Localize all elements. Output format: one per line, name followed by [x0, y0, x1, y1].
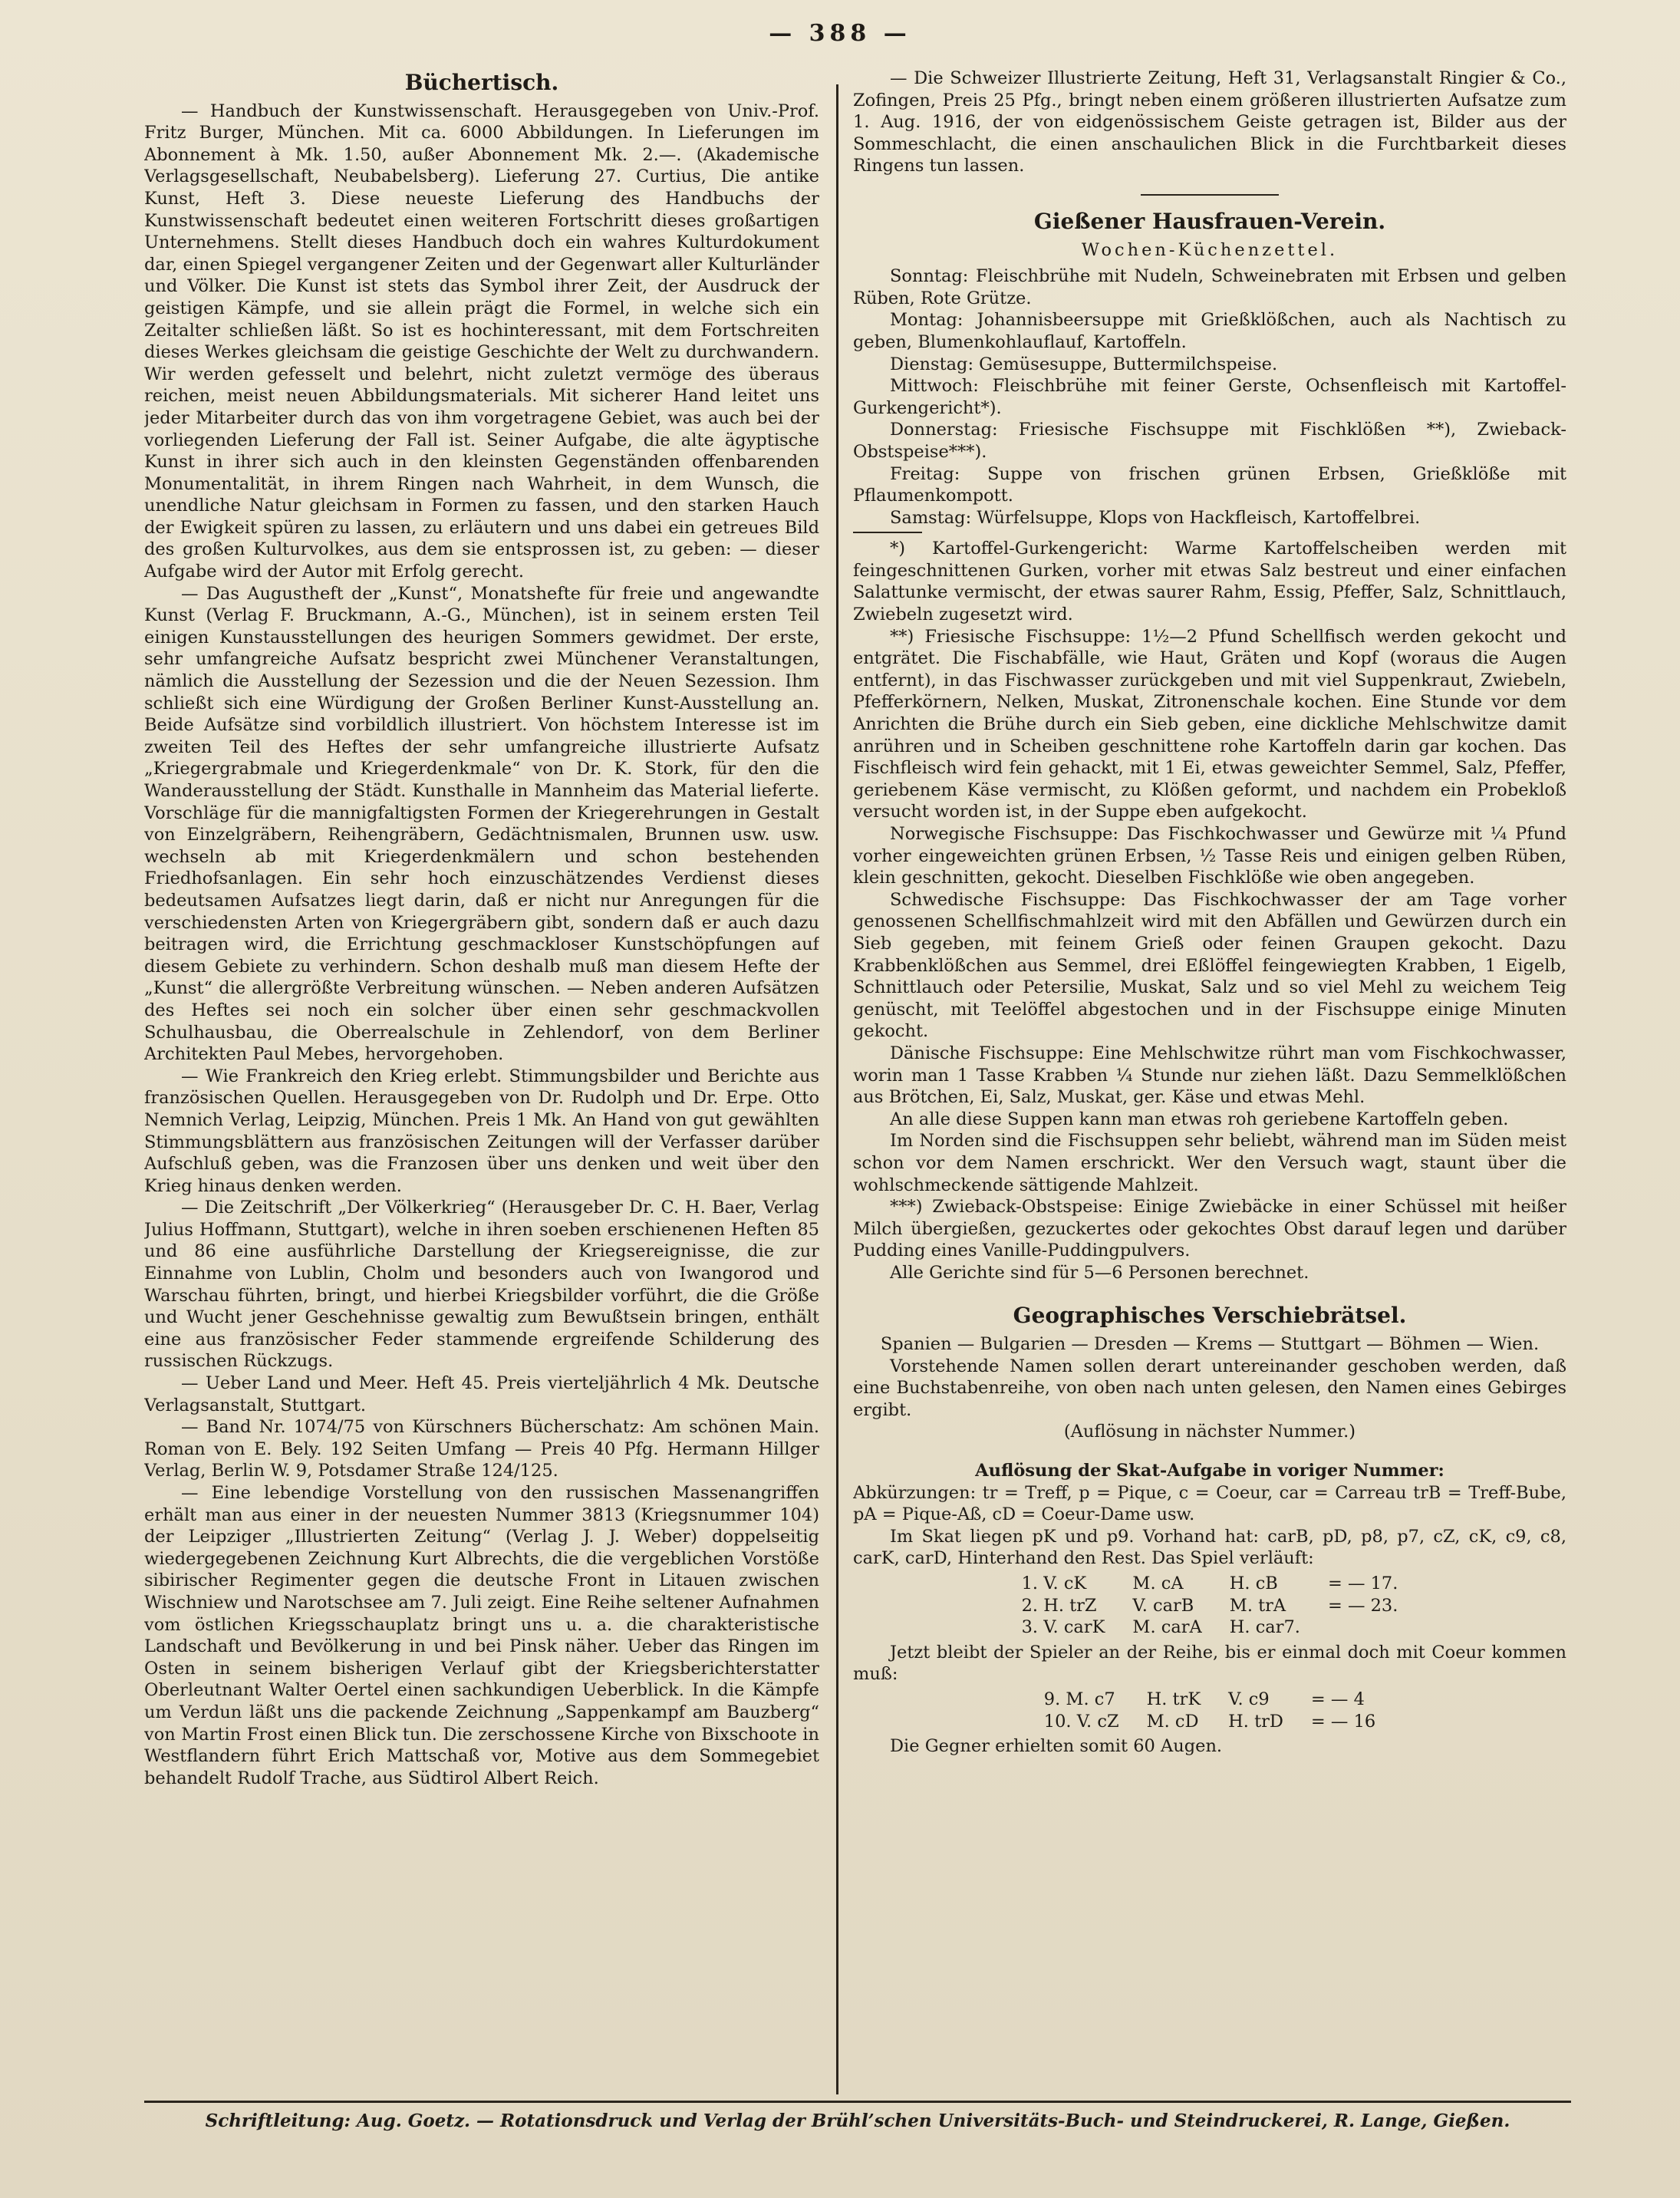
geo-names: Spanien — Bulgarien — Dresden — Krems — Stuttgart — Böhmen — Wien.	[880, 1334, 1540, 1355]
buechertisch-heading: Büchertisch.	[404, 70, 559, 95]
note-kartoffel-gurken: *) Kartoffel-Gurkengericht: Warme Kartoffelscheiben werden mit feingeschnittenen Gurken, vorher mit etwas Salz bestreut und einer einfachen Salattunke vermischt, der etwas saurer Rahm, Essig, Pfeffer, Salz, Schnittlauch, Zwiebeln zugesetzt wird.	[853, 539, 1566, 625]
review-kuerschner: — Band Nr. 1074/75 von Kürschners Bücherschatz: Am schönen Main. Roman von E. Bely. 192 Seiten Umfang — Preis 40 Pfg. Hermann Hillger Verlag, Berlin W. 9, Potsdamer Straße 124/125.	[144, 1417, 819, 1481]
review-schweizer-illustrierte: — Die Schweizer Illustrierte Zeitung, Heft 31, Verlagsanstalt Ringier & Co., Zofingen, Preis 25 Pfg., bringt neben einem größeren illustrierten Aufsatze zum 1. Aug. 1916, der von eidgenössischem Geiste getragen ist, Bilder aus der Sommeschlacht, die einen anschaulichen Blick in die Furchtbarkeit dieses Ringens tun lassen.	[853, 68, 1566, 176]
skat-end: Die Gegner erhielten somit 60 Augen.	[890, 1736, 1223, 1757]
note-personen: Alle Gerichte sind für 5—6 Personen berechnet.	[890, 1262, 1309, 1283]
menu-montag: Montag: Johannisbeersuppe mit Grießklößchen, auch als Nachtisch zu geben, Blumenkohlauflauf, Kartoffeln.	[853, 310, 1566, 352]
notes-rule	[853, 532, 922, 533]
table-row: 1. V. cK M. cA H. cB = — 17.	[1021, 1574, 1398, 1593]
kuechenzettel-subheading: Wochen-Küchenzettel.	[1081, 239, 1339, 260]
review-frankreich: — Wie Frankreich den Krieg erlebt. Stimmungsbilder und Berichte aus französischen Quellen. Herausgegeben von Dr. Rudolph und Dr. Erpe. Otto Nemnich Verlag, Leipzig, München. Preis 1 Mk. An Hand von gut gewählten Stimmungsblättern aus französischen Zeitungen will der Verfasser darüber Aufschluß geben, was die Franzosen über uns denken und weit über den Krieg hinaus denken werden.	[144, 1066, 819, 1196]
note-norwegische-fischsuppe: Norwegische Fischsuppe: Das Fischkochwasser und Gewürze mit ¼ Pfund vorher eingeweichten grünen Erbsen, ½ Tasse Reis und einigen gelben Rüben, klein geschnitten, gekocht. Dieselben Fischklöße wie oben angegeben.	[853, 824, 1566, 888]
menu-mittwoch: Mittwoch: Fleischbrühe mit feiner Gerste, Ochsenfleisch mit Kartoffel-Gurkengericht*).	[853, 376, 1566, 418]
skat-heading: Auflösung der Skat-Aufgabe in voriger Nummer:	[975, 1461, 1444, 1481]
right-column	[853, 68, 1566, 2106]
table-row: 3. V. carK M. carA H. car7.	[1021, 1617, 1300, 1638]
geo-text: Vorstehende Namen sollen derart untereinander geschoben werden, daß eine Buchstabenreihe, von oben nach unten gelesen, den Namen eines Gebirges ergibt.	[853, 1356, 1566, 1420]
review-illustrierte-zeitung: — Eine lebendige Vorstellung von den russischen Massenangriffen erhält man aus einer in der neuesten Nummer 3813 (Kriegsnummer 104) der Leipziger „Illustrierten Zeitung“ (Verlag J. J. Weber) doppelseitig wiedergegebenen Zeichnung Kurt Albrechts, die die vergeblichen Vorstöße sibirischer Regimenter gegen die deutsche Front in Litauen zwischen Wischniew und Narotschsee am 7. Juli zeigt. Eine Reihe seltener Aufnahmen vom östlichen Kriegsschauplatz bringt uns u. a. die charakteristische Landschaft und Bevölkerung in und bei Pinsk näher. Ueber das Ringen im Osten in seinem bisherigen Verlauf gibt der Kriegsberichterstatter Oberleutnant Walter Oertel einen sachkundigen Ueberblick. In die Kämpfe um Verdun läßt uns die packende Zeichnung „Sappenkampf am Bauzberg“ von Martin Frost einen Blick tun. Die zerschossene Kirche von Bixschoote in Westflandern führt Erich Mattschaß vor, Motive aus dem Sommegebiet behandelt Rudolf Trache, aus Südtirol Albert Reich.	[144, 1483, 819, 1788]
menu-donnerstag: Donnerstag: Friesische Fischsuppe mit Fischklößen **), Zwieback-Obstspeise***).	[853, 420, 1566, 462]
note-zwieback-obstspeise: ***) Zwieback-Obstspeise: Einige Zwiebäcke in einer Schüssel mit heißer Milch übergießen, gezuckertes oder gekochtes Obst darauf legen und darüber Pudding eines Vanille-Puddingpulvers.	[853, 1197, 1566, 1261]
table-row: 2. H. trZ V. carB M. trA = — 23.	[1021, 1595, 1398, 1616]
table-row: 9. M. c7 H. trK V. c9 = — 4	[1043, 1689, 1365, 1709]
menu-sonntag: Sonntag: Fleischbrühe mit Nudeln, Schweinebraten mit Erbsen und gelben Rüben, Rote Grütze.	[853, 266, 1566, 308]
table-row: 10. V. cZ M. cD H. trD = — 16	[1043, 1711, 1376, 1732]
note-friesische-fischsuppe: **) Friesische Fischsuppe: 1½—2 Pfund Schellfisch werden gekocht und entgrätet. Die Fischabfälle, wie Haut, Gräten und Kopf (woraus die Augen entfernt), in das Fischwasser zurückgeben und mit viel Suppenkraut, Zwiebeln, Pfefferkörnern, Nelken, Muskat, Zitronenschale kochen. Eine Stunde vor dem Anrichten die Brühe durch ein Sieb geben, eine dickliche Mehlschwitze damit anrühren und in Scheiben geschnittene rohe Kartoffeln darin gar kochen. Das Fischfleisch wird fein gehackt, mit 1 Ei, etwas geweichter Semmel, Salz, Pfeffer, geriebenem Käse vermischt, zu Klößen geformt, und nachdem ein Probekloß versucht worden ist, in der Suppe eben aufgekocht.	[853, 626, 1566, 822]
left-column	[144, 68, 819, 2106]
skat-moves-1	[1008, 1573, 1412, 1639]
hausfrauen-heading: Gießener Hausfrauen-Verein.	[1033, 208, 1386, 234]
skat-text: Im Skat liegen pK und p9. Vorhand hat: carB, pD, p8, p7, cZ, cK, c9, c8, carK, carD, Hinterhand den Rest. Das Spiel verläuft:	[853, 1526, 1566, 1569]
page-number: — 388 —	[769, 20, 911, 47]
geo-note: (Auflösung in nächster Nummer.)	[1063, 1422, 1356, 1442]
note-daenische-fischsuppe: Dänische Fischsuppe: Eine Mehlschwitze rührt man vom Fischkochwasser, worin man 1 Tasse Krabben ¼ Stunde nur ziehen läßt. Dazu Semmelklößchen aus Brötchen, Ei, Salz, Muskat, ger. Käse und etwas Mehl.	[853, 1043, 1566, 1108]
review-land-und-meer: — Ueber Land und Meer. Heft 45. Preis vierteljährlich 4 Mk. Deutsche Verlagsanstalt, Stuttgart.	[144, 1373, 819, 1415]
menu-freitag: Freitag: Suppe von frischen grünen Erbsen, Grießklöße mit Pflaumenkompott.	[853, 463, 1566, 506]
imprint-footer: Schriftleitung: Aug. Goetz. — Rotationsdruck und Verlag der Brühl’schen Universitäts-Buch- und Steindruckerei, R. Lange, Gießen.	[144, 2101, 1571, 2131]
review-voelkerkrieg: — Die Zeitschrift „Der Völkerkrieg“ (Herausgeber Dr. C. H. Baer, Verlag Julius Hoffmann, Stuttgart), welche in ihren soeben erschienenen Heften 85 und 86 eine ausführliche Darstellung der Kriegsereignisse, die zur Einnahme von Lublin, Cholm und besonders auch von Iwangorod und Warschau führten, bringt, und hierbei Kriegsbilder vorführt, die die Größe und Wucht jener Geschehnisse gewaltig zum Bewußtsein bringen, enthält eine aus französischer Feder stammende ergreifende Schilderung des russischen Rückzugs.	[144, 1198, 819, 1372]
geo-heading: Geographisches Verschiebrätsel.	[1013, 1303, 1407, 1329]
note-schwedische-fischsuppe: Schwedische Fischsuppe: Das Fischkochwasser der am Tage vorher genossenen Schellfischmahlzeit wird mit den Abfällen und Gewürzen durch ein Sieb gegeben, mit feinem Grieß oder feinen Graupen gekocht. Dazu Krabbenklößchen aus Semmel, drei Eßlöffel feingewiegten Krabben, 1 Eigelb, Schnittlauch oder Petersilie, Muskat, Salz und so viel Mehl zu weichem Teig genüscht, mit Teelöffel abgestochen und in der Fischsuppe einige Minuten gekocht.	[853, 889, 1566, 1042]
review-handbuch: — Handbuch der Kunstwissenschaft. Herausgegeben von Univ.-Prof. Fritz Burger, München. Mit ca. 6000 Abbildungen. In Lieferungen im Abonnement à Mk. 1.50, außer Abonnement Mk. 2.—. (Akademische Verlagsgesellschaft, Neubabelsberg). Lieferung 27. Curtius, Die antike Kunst, Heft 3. Diese neueste Lieferung des Handbuchs der Kunstwissenschaft bedeutet einen weiteren Fortschritt dieses großartigen Unternehmens. Stellt dieses Handbuch doch ein wahres Kulturdokument dar, einen Spiegel vergangener Zeiten und der Gegenwart aller Kulturländer und Völker. Die Kunst ist stets das Symbol ihrer Zeit, der Ausdruck der geistigen Kämpfe, und sie allein prägt die Formel, in welche sich ein Zeitalter schließen läßt. So ist es hochinteressant, mit dem Fortschreiten dieses Werkes gleichsam die geistige Geschichte der Welt zu durchwandern. Wir werden gefesselt und belehrt, nicht zuletzt vermöge des überaus reichen, meist neuen Abbildungsmaterials. Mit sicherer Hand leitet uns jeder Mitarbeiter durch das von ihm vorgetragene Gebiet, was auch bei der vorliegenden Lieferung der Fall ist. Seiner Aufgabe, die alte ägyptische Kunst in ihrer sich auch in den kleinsten Gegenständen offenbarenden Monumentalität, in ihrem Ringen nach Wahrheit, in dem Wunsch, die unendliche Natur gleichsam in Formen zu fassen, und den starken Hauch der Ewigkeit spüren zu lassen, zu erläutern und uns dabei ein getreues Bild des großen Kulturvolkes, aus dem sie entsprossen ist, zu geben: — dieser Aufgabe wird der Autor mit Erfolg gerecht.	[144, 101, 819, 582]
note-norden: Im Norden sind die Fischsuppen sehr beliebt, während man im Süden meist schon vor dem Namen erschrickt. Wer den Versuch wagt, staunt über die wohlschmeckende sättigende Mahlzeit.	[853, 1131, 1566, 1195]
note-kartoffeln: An alle diese Suppen kann man etwas roh geriebene Kartoffeln geben.	[890, 1109, 1509, 1129]
skat-moves-2	[1030, 1689, 1389, 1732]
review-kunst-augustheft: — Das Augustheft der „Kunst“, Monatshefte für freie und angewandte Kunst (Verlag F. Bruckmann, A.-G., München), ist in seinem ersten Teil einigen Kunstausstellungen des heurigen Sommers gewidmet. Der erste, sehr umfangreiche Aufsatz bespricht zwei Münchener Veranstaltungen, nämlich die Ausstellung der Sezession und die der Neuen Sezession. Ihm schließt sich eine Würdigung der Großen Berliner Kunst-Ausstellung an. Beide Aufsätze sind vorbildlich illustriert. Von höchstem Interesse ist im zweiten Teil des Heftes der sehr umfangreiche illustrierte Aufsatz „Kriegergrabmale und Kriegerdenkmale“ von Dr. K. Stork, für den die Wanderausstellung der Städt. Kunsthalle in Mannheim das Material lieferte. Vorschläge für die mannigfaltigsten Formen der Kriegerehrungen in Gestalt von Einzelgräbern, Reihengräbern, Gedächtnismalen, Brunnen usw. usw. wechseln ab mit Kriegerdenkmälern und schon bestehenden Friedhofsanlagen. Ein sehr hoch einzuschätzendes Verdienst dieses bedeutsamen Aufsatzes liegt darin, daß er nicht nur Anregungen für die verschiedensten Arten von Kriegergräbern gibt, sondern daß er auch dazu beitragen wird, die Errichtung geschmackloser Kunstschöpfungen auf diesem Gebiete zu verhindern. Schon deshalb muß man diesem Hefte der „Kunst“ die allergrößte Verbreitung wünschen. — Neben anderen Aufsätzen des Heftes sei noch ein solcher über einen sehr geschmackvollen Schulhausbau, die Oberrealschule in Zehlendorf, von dem Berliner Architekten Paul Mebes, hervorgehoben.	[144, 583, 819, 1065]
section-rule	[1141, 194, 1279, 196]
menu-samstag: Samstag: Würfelsuppe, Klops von Hackfleisch, Kartoffelbrei.	[890, 507, 1421, 528]
menu-dienstag: Dienstag: Gemüsesuppe, Buttermilchspeise.	[890, 354, 1278, 374]
skat-mid: Jetzt bleibt der Spieler an der Reihe, bis er einmal doch mit Coeur kommen muß:	[853, 1642, 1566, 1685]
skat-abbreviations: Abkürzungen: tr = Treff, p = Pique, c = Coeur, car = Carreau trB = Treff-Bube, pA = Pique-Aß, cD = Coeur-Dame usw.	[853, 1482, 1566, 1525]
column-divider	[836, 84, 838, 2094]
